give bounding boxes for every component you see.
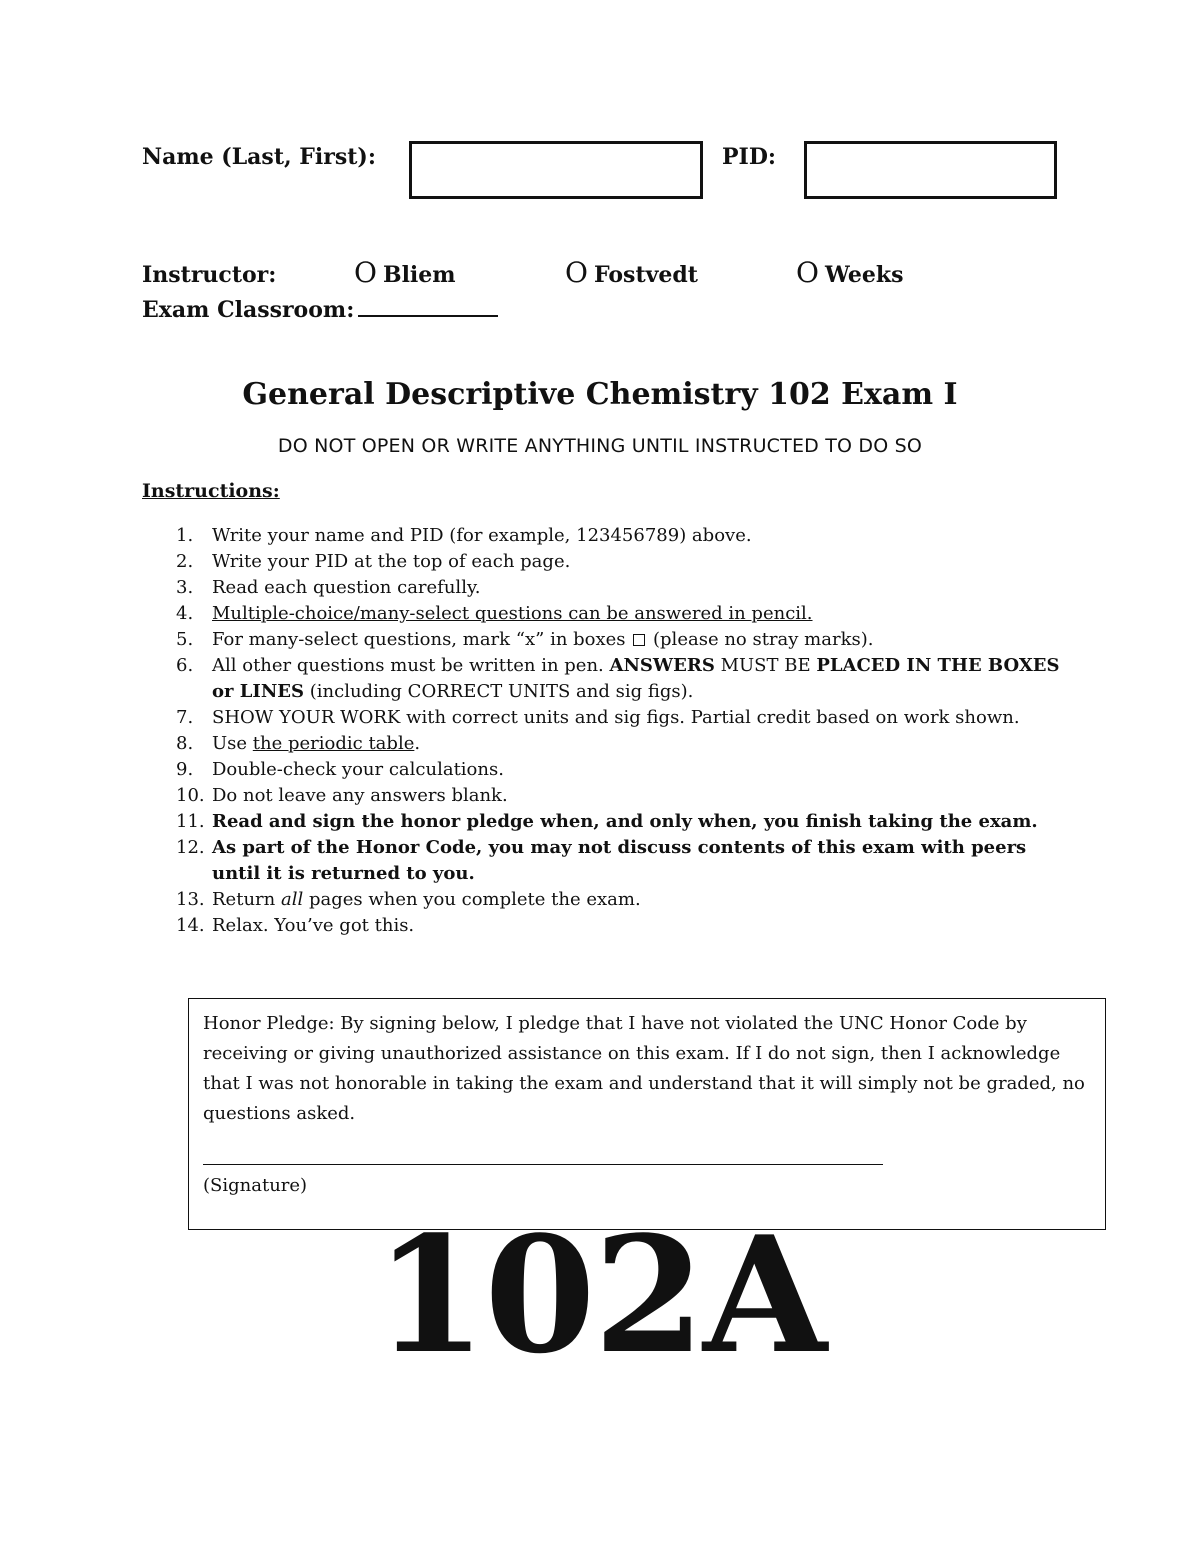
signature-line[interactable] — [203, 1164, 883, 1165]
instructions-heading: Instructions: — [142, 480, 280, 502]
instructor-option-weeks[interactable] — [796, 256, 904, 289]
item-text: Relax. You’ve got this. — [212, 915, 415, 936]
warning-text: DO NOT OPEN OR WRITE ANYTHING UNTIL INSTRUCTED TO DO SO — [277, 435, 923, 457]
item-text-italic: all — [280, 889, 304, 910]
item-number: 3. — [176, 577, 194, 598]
instructor-option-bliem[interactable] — [354, 256, 456, 289]
item-text: Write your name and PID (for example, 123456789) above. — [212, 525, 752, 546]
item-number: 11. — [176, 811, 205, 832]
classroom-row — [142, 295, 498, 323]
checkbox-icon — [633, 634, 645, 646]
exam-title: General Descriptive Chemistry 102 Exam I — [242, 377, 958, 412]
item-text: SHOW YOUR WORK with correct units and sig figs. Partial credit based on work shown. — [212, 707, 1020, 728]
item-text: pages when you complete the exam. — [308, 889, 641, 910]
item-number: 4. — [176, 603, 194, 624]
list-item — [176, 523, 1076, 549]
instructor-name: Weeks — [824, 262, 904, 288]
list-item — [176, 627, 1076, 653]
list-item — [176, 653, 1076, 705]
item-text-bold: Read and sign the honor pledge when, and only when, you finish taking the exam. — [212, 811, 1038, 832]
instructor-name: Fostvedt — [593, 262, 698, 288]
item-number: 1. — [176, 525, 194, 546]
item-number: 6. — [176, 655, 194, 676]
instructor-label: Instructor: — [142, 262, 277, 288]
periodic-table-link[interactable]: the periodic table — [252, 733, 415, 754]
classroom-blank-line[interactable] — [358, 295, 498, 317]
list-item — [176, 783, 1076, 809]
item-number: 9. — [176, 759, 194, 780]
item-number: 14. — [176, 915, 205, 936]
pid-field[interactable] — [804, 141, 1057, 199]
item-text-bold: ANSWERS — [609, 655, 715, 676]
signature-label: (Signature) — [203, 1175, 308, 1196]
item-text: Return — [212, 889, 276, 910]
item-text: Multiple-choice/many-select questions can be answered in pencil. — [212, 603, 813, 624]
item-text: All other questions must be written in pen. — [212, 655, 604, 676]
item-number: 5. — [176, 629, 194, 650]
item-text: Write your PID at the top of each page. — [212, 551, 571, 572]
instructor-option-fostvedt[interactable] — [565, 256, 698, 289]
list-item — [176, 913, 1076, 939]
item-text: For many-select questions, mark “x” in boxes — [212, 629, 626, 650]
item-text: (please no stray marks). — [653, 629, 874, 650]
name-label: Name (Last, First): — [142, 144, 376, 170]
list-item — [176, 731, 1076, 757]
list-item — [176, 601, 1076, 627]
list-item — [176, 705, 1076, 731]
honor-pledge-box — [188, 998, 1106, 1230]
item-text: (including CORRECT UNITS and sig figs). — [309, 681, 694, 702]
list-item — [176, 809, 1076, 835]
name-field[interactable] — [409, 141, 703, 199]
list-item — [176, 757, 1076, 783]
radio-circle-icon[interactable]: O — [565, 256, 588, 289]
item-text: MUST BE — [720, 655, 811, 676]
pid-label: PID: — [722, 144, 777, 170]
item-number: 10. — [176, 785, 205, 806]
item-text: Read each question carefully. — [212, 577, 481, 598]
item-number: 8. — [176, 733, 194, 754]
list-item — [176, 575, 1076, 601]
list-item — [176, 887, 1076, 913]
item-text: . — [414, 733, 421, 754]
exam-version-code: 102A — [374, 1201, 826, 1389]
list-item — [176, 835, 1076, 887]
item-number: 12. — [176, 837, 205, 858]
radio-circle-icon[interactable]: O — [354, 256, 377, 289]
classroom-label: Exam Classroom: — [142, 297, 355, 323]
item-text: Use — [212, 733, 248, 754]
item-text: Double-check your calculations. — [212, 759, 504, 780]
list-item — [176, 549, 1076, 575]
radio-circle-icon[interactable]: O — [796, 256, 819, 289]
honor-pledge-text: Honor Pledge: By signing below, I pledge that I have not violated the UNC Honor Code by receiving or giving unauthorized assistance on this exam. If I do not sign, then I acknowledge that I was not honorable in taking the exam and understand that it will simply not be graded, no questions asked. — [203, 1013, 1085, 1124]
item-text-bold: PLACED IN THE BOXES or LINES — [212, 655, 1060, 702]
instructor-name: Bliem — [382, 262, 456, 288]
item-number: 13. — [176, 889, 205, 910]
item-text-bold: As part of the Honor Code, you may not discuss contents of this exam with peers until it is returned to you. — [212, 837, 1027, 884]
item-text: Do not leave any answers blank. — [212, 785, 508, 806]
item-number: 7. — [176, 707, 194, 728]
item-number: 2. — [176, 551, 194, 572]
instructions-list — [176, 523, 1076, 939]
